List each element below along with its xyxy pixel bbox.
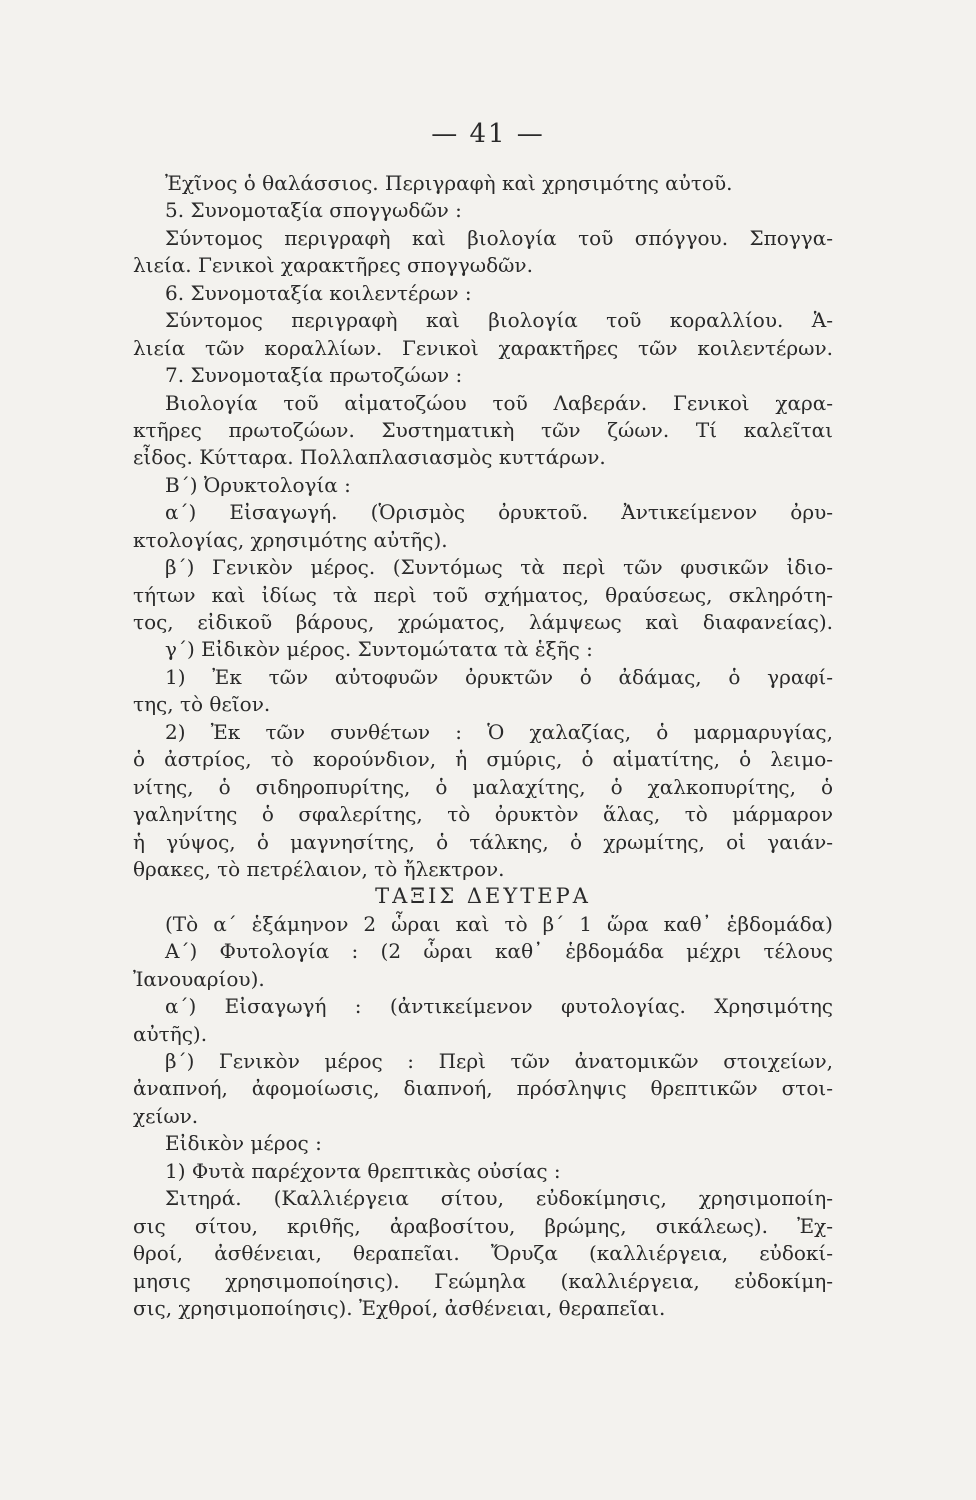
text-line: 5. Συνομοταξία σπογγωδῶν :: [165, 198, 462, 223]
text-line: Ἰανουαρίου).: [133, 966, 265, 991]
text-line: κτολογίας, χρησιμότης αὐτῆς).: [133, 527, 448, 552]
text-line: α΄) Εἰσαγωγή. (Ὁρισμὸς ὀρυκτοῦ. Ἀντικείμενον ὀρυ-: [165, 500, 833, 525]
text-line: Σιτηρά. (Καλλιέργεια σίτου, εὐδοκίμησις, χρησιμοποίη-: [165, 1186, 833, 1211]
text-line: αὐτῆς).: [133, 1021, 208, 1046]
text-line: Σύντομος περιγραφὴ καὶ βιολογία τοῦ σπόγγου. Σπογγα-: [165, 225, 833, 250]
text-line: λιεία τῶν κοραλλίων. Γενικοὶ χαρακτῆρες τῶν κοιλεντέρων.: [133, 335, 833, 360]
page-number: — 41 —: [431, 119, 545, 149]
text-line: θρακες, τὸ πετρέλαιον, τὸ ἤλεκτρον.: [133, 856, 505, 881]
text-line: Βιολογία τοῦ αἱματοζώου τοῦ Λαβεράν. Γενικοὶ χαρα-: [165, 390, 833, 415]
text-line: 6. Συνομοταξία κοιλεντέρων :: [165, 280, 472, 305]
text-line: σις σίτου, κριθῆς, ἀραβοσίτου, βρώμης, σικάλεως). Ἐχ-: [133, 1213, 833, 1238]
text-line: 1) Ἐκ τῶν αὐτοφυῶν ὀρυκτῶν ὁ ἀδάμας, ὁ γραφί-: [165, 664, 833, 689]
text-line: 2) Ἐκ τῶν συνθέτων : Ὁ χαλαζίας, ὁ μαρμαρυγίας,: [165, 719, 833, 744]
text-line: Σύντομος περιγραφὴ καὶ βιολογία τοῦ κοραλλίου. Ἁ-: [165, 308, 833, 333]
text-line: λιεία. Γενικοὶ χαρακτῆρες σπογγωδῶν.: [133, 253, 533, 278]
body-text: [133, 170, 833, 1322]
text-line: εἶδος. Κύτταρα. Πολλαπλασιασμὸς κυττάρων.: [133, 445, 606, 470]
text-line: της, τὸ θεῖον.: [133, 692, 271, 717]
text-line: γ΄) Εἰδικὸν μέρος. Συντομώτατα τὰ ἑξῆς :: [165, 637, 593, 662]
text-line: Α΄) Φυτολογία : (2 ὧραι καθ᾽ ἑβδομάδα μέχρι τέλους: [165, 939, 833, 964]
text-line: μησις χρησιμοποίησις). Γεώμηλα (καλλιέργεια, εὐδοκίμη-: [133, 1268, 833, 1293]
text-line: νίτης, ὁ σιδηροπυρίτης, ὁ μαλαχίτης, ὁ χαλκοπυρίτης, ὁ: [133, 774, 833, 799]
text-line: Εἰδικὸν μέρος :: [165, 1131, 322, 1156]
text-line: σις, χρησιμοποίησις). Ἐχθροί, ἀσθένειαι, θεραπεῖαι.: [133, 1295, 666, 1320]
text-line: γαληνίτης ὁ σφαλερίτης, τὸ ὀρυκτὸν ἅλας, τὸ μάρμαρον: [133, 802, 833, 827]
text-line: θροί, ἀσθένειαι, θεραπεῖαι. Ὄρυζα (καλλιέργεια, εὐδοκί-: [133, 1241, 833, 1266]
text-line: Ἐχῖνος ὁ θαλάσσιος. Περιγραφὴ καὶ χρησιμότης αὐτοῦ.: [165, 171, 733, 195]
text-line: ὁ ἀστρίος, τὸ κορούνδιον, ἡ σμύρις, ὁ αἱματίτης, ὁ λειμο-: [133, 747, 833, 772]
text-line: ἀναπνοή, ἀφομοίωσις, διαπνοή, πρόσληψις θρεπτικῶν στοι-: [133, 1076, 833, 1101]
text-line: β΄) Γενικὸν μέρος : Περὶ τῶν ἀνατομικῶν στοιχείων,: [165, 1049, 833, 1073]
text-line: 1) Φυτὰ παρέχοντα θρεπτικὰς οὐσίας :: [165, 1158, 561, 1183]
text-line: ἡ γύψος, ὁ μαγνησίτης, ὁ τάλκης, ὁ χρωμίτης, οἱ γαιάν-: [133, 829, 833, 854]
text-line: Β΄) Ὀρυκτολογία :: [165, 472, 351, 497]
text-line: β΄) Γενικὸν μέρος. (Συντόμως τὰ περὶ τῶν φυσικῶν ἰδιο-: [165, 555, 833, 580]
text-line: (Τὸ α΄ ἑξάμηνον 2 ὧραι καὶ τὸ β΄ 1 ὥρα καθ᾽ ἑβδομάδα): [165, 911, 833, 936]
text-line: τος, εἰδικοῦ βάρους, χρώματος, λάμψεως καὶ διαφανείας).: [133, 610, 833, 634]
text-line: τήτων καὶ ἰδίως τὰ περὶ τοῦ σχήματος, θραύσεως, σκληρότη-: [133, 582, 833, 607]
text-line: κτῆρες πρωτοζώων. Συστηματικὴ τῶν ζώων. Τί καλεῖται: [133, 417, 833, 442]
text-line: α΄) Εἰσαγωγή : (ἀντικείμενον φυτολογίας. Χρησιμότης: [165, 994, 833, 1019]
text-line: 7. Συνομοταξία πρωτοζώων :: [165, 363, 463, 388]
section-heading: ΤΑΞΙΣ ΔΕΥΤΕΡΑ: [375, 884, 591, 909]
text-line: χείων.: [133, 1103, 199, 1128]
